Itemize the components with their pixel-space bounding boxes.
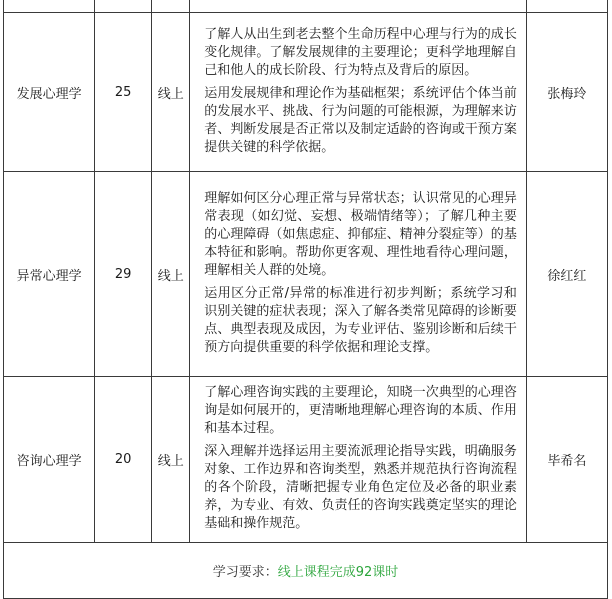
course-hours: 25 <box>95 13 152 172</box>
previous-row-cell <box>152 0 190 13</box>
course-name: 咨询心理学 <box>4 377 95 543</box>
course-table <box>3 0 608 599</box>
course-description-paragraph: 深入理解并选择运用主要流派理论指导实践，明确服务对象、工作边界和咨询类型，熟悉并规范执行咨询流程的各个阶段，清晰把握专业角色定位及必备的职业素养，为专业、有效、负责任的咨询实践奠定坚实的理论基础和操作规范。 <box>204 444 517 531</box>
table-row <box>4 543 608 599</box>
previous-row-cell <box>95 0 152 13</box>
course-description-paragraph: 理解如何区分心理正常与异常状态；认识常见的心理异常表现（如幻觉、妄想、极端情绪等）；了解几种主要的心理障碍（如焦虑症、抑郁症、精神分裂症等）的基本特征和影响。帮助你更客观、理性地看待心理问题，理解相关人群的处境。 <box>204 190 517 278</box>
course-description <box>190 172 527 377</box>
course-hours: 20 <box>95 377 152 543</box>
course-description-paragraph: 运用发展规律和理论作为基础框架；系统评估个体当前的发展水平、挑战、行为问题的可能根源，为理解来访者、判断发展是否正常以及制定适龄的咨询或干预方案提供关键的科学依据。 <box>204 85 517 155</box>
requirement-value: 线上课程完成92课时 <box>277 565 399 580</box>
course-name: 异常心理学 <box>4 172 95 377</box>
course-mode: 线上 <box>152 172 190 377</box>
course-teacher: 毕希名 <box>526 377 607 543</box>
course-name: 发展心理学 <box>4 13 95 172</box>
course-mode: 线上 <box>152 377 190 543</box>
course-description-paragraph: 运用区分正常/异常的标准进行初步判断；系统学习和识别关键的症状表现；深入了解各类常见障碍的诊断要点、典型表现及成因，为专业评估、鉴别诊断和后续干预方向提供重要的科学依据和理论支撑。 <box>204 285 517 355</box>
previous-row-cell <box>526 0 607 13</box>
course-teacher: 张梅玲 <box>526 13 607 172</box>
table-row <box>4 172 608 377</box>
course-hours: 29 <box>95 172 152 377</box>
course-description <box>190 377 527 543</box>
requirement-label: 学习要求： <box>212 565 278 580</box>
table-row <box>4 377 608 543</box>
course-description <box>190 13 527 172</box>
course-description-paragraph: 了解心理咨询实践的主要理论，知晓一次典型的心理咨询是如何展开的，更清晰地理解心理咨询的本质、作用和基本过程。 <box>204 385 517 436</box>
table-row <box>4 0 608 13</box>
previous-row-cell <box>190 0 527 13</box>
course-teacher: 徐红红 <box>526 172 607 377</box>
table-row <box>4 13 608 172</box>
course-description-paragraph: 了解人从出生到老去整个生命历程中心理与行为的成长变化规律。了解发展规律的主要理论；更科学地理解自己和他人的成长阶段、行为特点及背后的原因。 <box>204 26 517 78</box>
course-mode: 线上 <box>152 13 190 172</box>
study-requirement <box>4 543 608 599</box>
previous-row-cell <box>4 0 95 13</box>
